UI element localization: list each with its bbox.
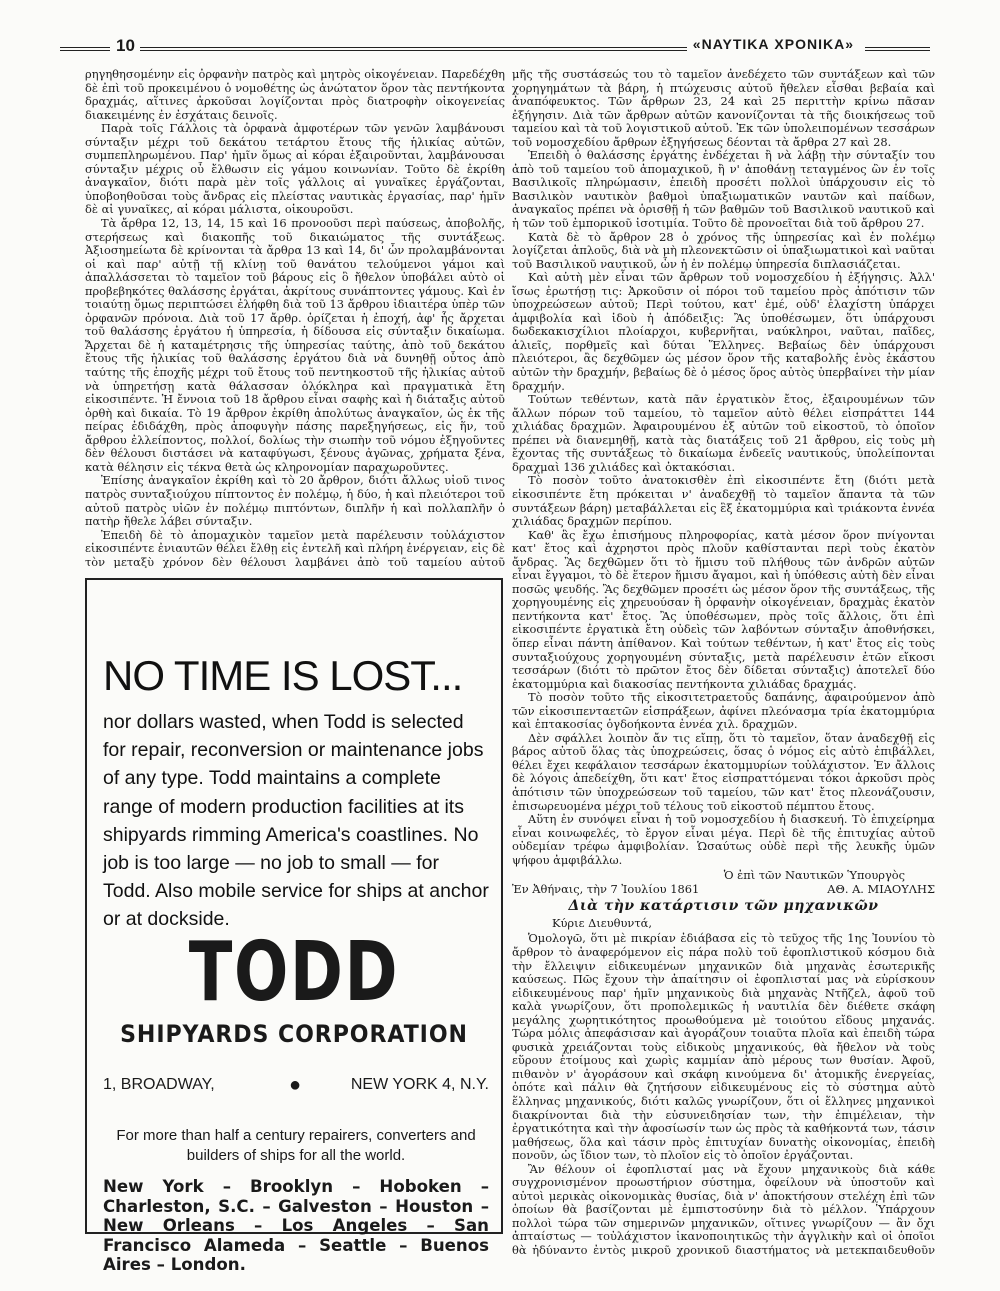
signature-title: Ὁ ἐπὶ τῶν Ναυτικῶν Ὑπουργὸς [723, 868, 905, 883]
page-number: 10 [110, 36, 141, 56]
bullet-icon: ● [289, 1074, 302, 1096]
right-paragraph: Δὲν σφάλλει λοιπὸν ἄν τις εἴπῃ, ὅτι τὸ ταμεῖον, ὅταν ἀναδεχθῇ εἰς βάρος αὐτοῦ ὅλας τὰς ὑποχρεώσεις, ὅσας ὁ νόμος εἰς αὐτὸ ἐπιβάλλει, θέλει ἔχει κεφάλαιον τεσσάρων ἑκατομμυρίων τοὐλάχιστον. Ἐν ἄλλοις δὲ λόγοις ἀπεδείχθη, ὅτι κατ' ἔτος εἰσπραττόμεναι τόκοι ἀρκοῦσι πρὸς ἀπότισιν τῶν ὑποχρεώσεων τοῦ ταμείου, τῶν κατ' ἔτος πλεονάζουσιν, ἐπισωρευομένα μέχρι τοῦ τέλους τοῦ εἰκοστοῦ πέμπτου ἔτους. [512, 730, 935, 813]
right-paragraph: μῆς τῆς συστάσεώς του τὸ ταμεῖον ἀνεδέχετο τῶν συντάξεων καὶ τῶν χορηγημάτων τὰ βάρη, ἡ πτώχευσις αὐτοῦ ἤθελεν εἶσθαι βεβαία καὶ ἀναπόφευκτος. Τῶν ἄρθρων 23, 24 καὶ 25 περιττὴν κρίνω πᾶσαν ἐξήγησιν. Διὰ τῶν ἄρθρων αὐτῶν κανονίζονται τὰ τῆς διοικήσεως τοῦ ταμείου καὶ τὰ τοῦ λογιστικοῦ αὐτοῦ. Ἐκ τῶν ὑπολειπομένων τεσσάρων τοῦ νομοσχεδίου ἄρθρων ἐξηγήσεως δέονται τὰ ἄρθρα 27 καὶ 28. [512, 68, 935, 149]
ad-cities-list: New York – Brooklyn – Hoboken – Charleston, S.C. – Galveston – Houston – New Orleans – Los Angeles – San Francisco Alameda – Seattle – Buenos Aires – London. [103, 1177, 489, 1274]
ad-body-text: nor dollars wasted, when Todd is selected for repair, reconversion or maintenance jobs of any type. Todd maintains a complete range of modern production facilities at its shipyards rimming America's coastlines. No job is too large — no job to small — for Todd. Also mobile service for ships at anchor or at dockside. [103, 711, 489, 931]
left-paragraph: Τὰ ἄρθρα 12, 13, 14, 15 καὶ 16 προνοοῦσι περὶ παύσεως, ἀποβολῆς, στερήσεως καὶ διακοπῆς τοῦ δικαιώματος τῆς συντάξεως. Ἀξιοσημείωτα δὲ κρίνονται τὰ ἄρθρα 13 καὶ 14, δι' ὧν προλαμβάνονται οἱ καὶ παρ' αὐτῇ τῇ κλίνῃ τοῦ θανάτου τελούμενοι γάμοι καὶ ἀπαλλάσσεται τὸ ταμεῖον τοῦ βάρους εἰς ὃ ἤθελον ὑποβάλει αὐτὸ οἱ προβεβηκότες θαλάσσης ἐργάται, ἀκρίτους συνάπτοντες γάμους. Καὶ ἐν τοιαύτῃ ὅμως περιπτώσει ἐλήφθη διὰ τοῦ 13 ἄρθρου ἰδιαιτέρα ὑπὲρ τῶν ὀρφανῶν πρόνοια. Διὰ τοῦ 17 ἄρθρ. ὁρίζεται ἡ ἐποχή, ἀφ' ἧς ἄρχεται τοῦ θαλάσσης ἐργάτου ἡ ὑπηρεσία, ἡ δίδουσα εἰς σύνταξιν δικαίωμα. Ἄρχεται δὲ ἡ καταμέτρησις τῆς ὑπηρεσίας ταύτης, ἀπὸ τοῦ δεκάτου ἔτους τῆς ἡλικίας τοῦ θαλάσσης ἐργάτου διὰ νὰ δυνηθῇ οὗτος ἀπὸ ταύτης τῆς ἐποχῆς μέχρι τοῦ ἔτους τοῦ πεντηκοστοῦ τῆς ἡλικίας αὐτοῦ νὰ ὑπηρετήσῃ κατὰ θάλασσαν ὁλόκληρα καὶ πραγματικὰ ἔτη εἰκοσιπέντε. Ἡ ἔννοια τοῦ 18 ἄρθρου εἶναι σαφὴς καὶ ἡ διάταξις αὐτοῦ ὀρθὴ καὶ δικαία. Τὸ 19 ἄρθρον ἐκρίθη ἀπολύτως ἀναγκαῖον, ὡς ἐκ τῆς πείρας ἐδιδάχθη, πρὸς ἀποφυγὴν πάσης παρεξηγήσεως, εἰς ἥν, τοῦ ἄρθρου ἐλλείποντος, πολλοί, δολίως τὴν σιωπὴν τοῦ νόμου ἐξηγοῦντες δὲν θέλουσι διστάσει νὰ καταφύγωσι, ξένους ἀγῶνας, χρήματα ξένα, κατὰ θέλησιν εἰς τέκνα θετὰ ὡς κληρονομίαν παραχωροῦντες. [85, 216, 505, 474]
letter-title: Διὰ τὴν κατάρτισιν τῶν μηχανικῶν [568, 898, 879, 915]
signature-place-date: Ἐν Ἀθήναις, τὴν 7 Ἰουλίου 1861 [512, 881, 700, 896]
page-header [60, 36, 930, 60]
right-paragraph: Τὸ ποσὸν τοῦτο τῆς εἰκοσιτετραετοῦς δαπάνης, ἀφαιρούμενον ἀπὸ τῶν εἰκοσιπενταετῶν εἰσπράξεων, ἀφίνει πλεόνασμα τρία ἑκατομμύρια καὶ ἑπτακοσίας ὀγδοήκοντα ἐννέα χιλ. δραχμῶν. [512, 690, 935, 732]
right-paragraph: Καθ' ἃς ἔχω ἐπισήμους πληροφορίας, κατὰ μέσον ὅρον πνίγονται κατ' ἔτος καὶ ἀχρηστοι πρὸς πλοῦν καθίστανται περὶ τοὺς ἑκατὸν ἄνδρας. Ἂς δεχθῶμεν ὅτι τὸ ἥμισυ τοῦ πλήθους τῶν ἀνδρῶν αὐτῶν εἶναι ἔγγαμοι, τὸ δὲ ἕτερον ἥμισυ ἄγαμοι, καὶ ἡ ὑπόθεσις αὐτὴ δὲν εἶναι ποσῶς ψευδής. Ἂς δεχθῶμεν προσέτι ὡς μέσον ὅρον τῆς συντάξεως, τῆς χορηγουμένης εἰς χηρευούσαν ἢ ὀρφανὴν οἰκογένειαν, δραχμὰς ἑκατὸν πεντήκοντα κατ' ἔτος. Ἂς ὑποθέσωμεν, πρὸς τοῖς ἄλλοις, ὅτι ἐπὶ εἰκοσιπέντε ἐργατικὰ ἔτη οὐδεὶς τῶν λαβόντων σύνταξιν ἀποθνήσκει, ὅπερ εἶναι πάντη ἀπίθανον. Καὶ τούτων τεθέντων, ἡ κατ' ἔτος εἰς τοὺς συνταξιούχους χορηγουμένη σύνταξις, μετὰ παρέλευσιν ἐτῶν εἴκοσι τεσσάρων (διότι τὸ πρῶτον ἔτος δὲν δίδεται σύνταξις) ἀποτελεῖ δύο ἑκατομμύρια καὶ διακοσίας πεντήκοντα χιλιάδας δραχμάς. [512, 527, 935, 691]
right-paragraph: Ἐπειδὴ ὁ θαλάσσης ἐργάτης ἐνδέχεται ἢ νὰ λάβῃ τὴν σύνταξίν του ἀπὸ τοῦ ταμείου τοῦ ἀπομαχικοῦ, ἢ ν' ἀποθάνῃ τεταγμένος ὢν ἐν τοῖς Βασιλικοῖς πληρώμασιν, ἐπειδὴ προσέτι πολλοὶ ὑπάρχουσιν εἰς τὸ Βασιλικὸν ναυτικὸν βαθμοὶ ὑπαξιωματικῶν ναυτῶν καὶ παίδων, ἀναγκαῖος πρέπει νὰ ὁρισθῇ ἡ τῶν βαθμῶν τοῦ Βασιλικοῦ ναυτικοῦ καὶ ἡ τῶν τοῦ ἐμπορικοῦ ἰσοτιμία. Τοῦτο δὲ προνοεῖται διὰ τοῦ ἄρθρου 27. [512, 148, 935, 231]
publication-title: «ΝΑΥΤΙΚΑ ΧΡΟΝΙΚΑ» [687, 36, 860, 52]
left-column [85, 68, 505, 568]
right-paragraph: Τούτων τεθέντων, κατὰ πᾶν ἐργατικὸν ἔτος, ἐξαιρουμένων τῶν ἄλλων πόρων τοῦ ταμείου, τὸ ταμεῖον αὐτὸ θέλει εἰσπράττει 144 χιλιάδας δραχμῶν. Ἀφαιρουμένου ἐξ αὐτῶν τοῦ εἰκοστοῦ, τὸ ὁποῖον πρέπει νὰ διανεμηθῇ, κατὰ τὰς διατάξεις τοῦ 21 ἄρθρου, εἰς τοὺς μὴ ἔχοντας τῆς συντάξεως τὸ δικαίωμα ἐνδεεῖς ναυτικούς, ὑπολείπονται δραχμαὶ 136 χιλιάδες καὶ ὀκτακόσιαι. [512, 392, 935, 474]
left-paragraph: ρηγηθησομένην εἰς ὀρφανὴν πατρὸς καὶ μητρὸς οἰκογένειαν. Παρεδέχθη δὲ ἐπὶ τοῦ προκειμένου ὁ νομοθέτης ὡς ἀνώτατον ὅρον τὰς πεντήκοντα δραχμάς, αἵτινες ἀρκοῦσαι λογίζονται πρὸς διατροφὴν οἰκογενείας διακειμένης ἐν ἐσχάταις δεινοῖς. [85, 68, 505, 122]
header-rule-middle [140, 47, 710, 51]
right-column [512, 68, 935, 1258]
todd-shipyards-advertisement [85, 578, 503, 1274]
ad-address-street: 1, BROADWAY, [103, 1076, 215, 1093]
ad-corporation-name: SHIPYARDS CORPORATION [120, 1020, 468, 1048]
header-rule-left [60, 47, 110, 51]
left-paragraph: Ἐπειδὴ δὲ τὸ ἀπομαχικὸν ταμεῖον μετὰ παρέλευσιν τοὐλάχιστον εἰκοσιπέντε ἐνιαυτῶν θέλει ἔλθῃ εἰς ἐντελῆ καὶ πλήρη ἐνέργειαν, εἰς δὲ τὸν μεταξὺ χρόνον δὲν θέλουσι λαμβάνει ἀπὸ τοῦ ταμείου αὐτοῦ [85, 527, 505, 568]
ad-brand-logo: TODD [188, 925, 400, 1020]
ad-headline: NO TIME IS LOST... [103, 652, 463, 699]
signature-name: ΑΘ. Α. ΜΙΑΟΥΛΗΣ [827, 881, 935, 896]
right-paragraph: Αὕτη ἐν συνόψει εἶναι ἡ τοῦ νομοσχεδίου ἡ διασκευή. Τὸ ἐπιχείρημα εἶναι κοινωφελές, τὸ ἔργον εἶναι μέγα. Περὶ δὲ τῆς ἐπιτυχίας αὐτοῦ οὐδεμίαν τρέφω ἀμφιβολίαν. Ὡσαύτως οὐδὲ περὶ τῆς λευκῆς ὑμῶν ψήφου ἀμφιβάλλω. [512, 812, 935, 867]
left-paragraph: Ἐπίσης ἀναγκαῖον ἐκρίθη καὶ τὸ 20 ἄρθρον, διότι ἄλλως υἱοῦ τινος πατρὸς συνταξιούχου πίπτοντος ἐν πολέμῳ, ἡ δύο, ἡ καὶ πλειότεροι τοῦ αὐτοῦ πατρὸς υἱῶν ἐν πολέμῳ πιπτόντων, διπλῆν ἡ καὶ πολλαπλῆν ὁ πατὴρ ἤθελε λάβει σύνταξιν. [85, 473, 505, 529]
signature-line [512, 883, 935, 897]
letter-salutation: Κύριε Διευθυντά, [552, 915, 652, 930]
header-rule-right [865, 47, 930, 51]
letter-paragraph: Ἂν θέλουν οἱ ἐφοπλισταί μας νὰ ἔχουν μηχανικοὺς διὰ κάθε συγχρονισμένον προωστήριον σύστημα, ὀφείλουν νὰ ὑποστοῦν καὶ αὐτοὶ μερικὰς οἰκονομικὰς θυσίας, διὰ ν' ἀποκτήσουν στελέχη ἐπὶ τῶν ὁποίων θὰ βασίζονται μὲ ἐμπιστοσύνην διὰ τὸ μέλλον. Ὑπάρχουν πολλοὶ τώρα τῶν σημερινῶν μηχανικῶν, οἵτινες γνωρίζουν — ἂν ὄχι ἀπταίστως — τοὐλάχιστον ἱκανοποιητικῶς τὴν ἀγγλικὴν καὶ οἱ ὁποῖοι θὰ ἠδύναντο ἐντὸς μικροῦ χρονικοῦ διαστήματος νὰ μετεκπαιδευθοῦν [512, 1161, 935, 1258]
right-paragraph: Καὶ αὐτὴ μὲν εἶναι τῶν ἄρθρων τοῦ νομοσχεδίου ἡ ἐξήγησις. Ἀλλ' ἴσως ἐρωτήσῃ τις: Ἀρκοῦσιν οἱ πόροι τοῦ ταμείου πρὸς ἀπότισιν τῶν ὑποχρεώσεων αὐτοῦ; Περὶ τούτου, κατ' ἐμέ, οὐδ' ἐλαχίστη ὑπάρχει ἀμφιβολία καὶ ἰδοὺ ἡ ἀπόδειξις: Ἂς ὑποθέσωμεν, ὅτι ὑπάρχουσι δωδεκακισχίλιοι πλοίαρχοι, κυβερνῆται, ναύκληροι, ναῦται, παῖδες, ἁλιεῖς, πορθμεῖς καὶ δύται Ἕλληνες. Βεβαίως δὲν ὑπάρχουσι πλειότεροι, ἂς δεχθῶμεν ὡς μέσον ὅρον τῆς καταβολῆς ἑνὸς ἑκάστου αὐτῶν τὴν δραχμήν, βεβαίως δὲ ὁ μέσος ὅρος αὐτὸς ὑπερβαίνει τὴν μίαν δραχμήν. [512, 270, 935, 393]
right-paragraph: Κατὰ δὲ τὸ ἄρθρον 28 ὁ χρόνος τῆς ὑπηρεσίας καὶ ἐν πολέμῳ λογίζεται ἁπλοῦς, διὰ νὰ μὴ πλεονεκτῶσιν οἱ ὑπαξιωματικοὶ καὶ ναῦται τοῦ Βασιλικοῦ ναυτικοῦ, ὧν ἡ ἐν πολέμῳ ὑπηρεσία διπλασιάζεται. [512, 229, 935, 271]
letter-paragraph: Ὁμολογῶ, ὅτι μὲ πικρίαν ἐδιάβασα εἰς τὸ τεῦχος τῆς 1ης Ἰουνίου τὸ ἄρθρον τὸ ἀναφερόμενον εἰς πάρα πολὺ τοῦ ἐφοπλιστικοῦ κόσμου διὰ τὴν ἔλλειψιν εἰδικευμένων μηχανικῶν διὰ μηχανὰς ἐσωτερικῆς καύσεως. Πῶς ἔχουν τὴν ἀπαίτησιν οἱ ἐφοπλισταί μας νὰ εὑρίσκουν εἰδικευμένους παρ' ἡμῖν μηχανικοὺς διὰ μηχανὰς Ντῆζελ, ἀφοῦ τοῦ καλὰ γνωρίζουν, ὅτι προπολεμικῶς ἡ ναυτιλία δὲν διέθετε σκάφη μεγάλης χωρητικότητος προωθούμενα μὲ τοιούτου εἴδους μηχανάς. Τώρα μόλις ἀπεφάσισαν καὶ ἀγοράζουν τοιαῦτα πλοῖα καὶ ἐπειδὴ τώρα φυσικὰ χρειάζονται τοὺς εἰδικοὺς μηχανικούς, θὰ ἤθελον νὰ τοὺς εὕρουν ἑτοίμους καὶ χωρὶς καμμίαν ἀπὸ μέρους των θυσίαν. Ἀφοῦ, πιθανὸν ν' ἀγοράσουν καὶ σκάφη κινούμενα δι' ἀτομικῆς ἐνεργείας, ὁπότε καὶ πάλιν θὰ ζητήσουν εἰδικευμένους εἰς τὸ σύστημα αὐτὸ ἕλληνας μηχανικούς, διότι καλῶς γνωρίζουν, ὅτι οἱ ἕλληνες μηχανικοὶ διακρίνονται διὰ τὴν εὐσυνειδησίαν των, τὴν ἐπιμέλειαν, τὴν ἐργατικότητα καὶ τὴν ἀφοσίωσίν των ὡς πρὸς τὰ καθήκοντά των, τάσιν μαθήσεως, ὅλα καὶ τάσιν πρὸς ἐπιτυχίαν δυνατὴς οἰκονομίας, ἐπειδὴ πονοῦν, ὡς ἴδιον των, τὸ πλοῖον εἰς τὸ ὁποῖον ἐργάζονται. [512, 931, 935, 1163]
right-paragraph: Τὸ ποσὸν τοῦτο ἀνατοκισθὲν ἐπὶ εἰκοσιπέντε ἔτη (διότι μετὰ εἰκοσιπέντε ἔτη πρόκειται ν' ἀναδεχθῇ τὸ ταμεῖον ἅπαντα τὰ τῶν συντάξεων βάρη) μεταβάλλεται εἰς ἓξ ἑκατομμύρια καὶ τριάκοντα ἐννέα χιλιάδας δραχμῶν περίπου. [512, 473, 935, 529]
ad-address-city: NEW YORK 4, N.Y. [350, 1076, 489, 1093]
ad-tagline: For more than half a century repairers, converters and builders of ships for all the world. [116, 1127, 476, 1164]
minister-signature-block [512, 869, 935, 896]
left-paragraph: Παρὰ τοῖς Γάλλοις τὰ ὀρφανὰ ἀμφοτέρων τῶν γενῶν λαμβάνουσι σύνταξιν μέχρι τοῦ δεκάτου τετάρτου ἔτους τῆς ἡλικίας αὐτῶν, συμπεπληρωμένου. Παρ' ἡμῖν ὅμως αἱ κόραι ἐξαιροῦνται, λαμβάνουσαι σύνταξιν μέχρις οὗ ἔλθωσιν εἰς γάμου κοινωνίαν. Τοῦτο δὲ ἐκρίθη ἀναγκαῖον, διότι παρὰ μὲν τοῖς γάλλοις αἱ γυναῖκες ἐργάζονται, ὑποβοηθοῦσαι τοὺς ἄνδρας εἰς πλείστας ναυτικὰς ἐργασίας, παρ' ἡμῖν δὲ αἱ γυναῖκες, αἱ κόραι μάλιστα, οἰκουροῦσι. [85, 121, 505, 217]
